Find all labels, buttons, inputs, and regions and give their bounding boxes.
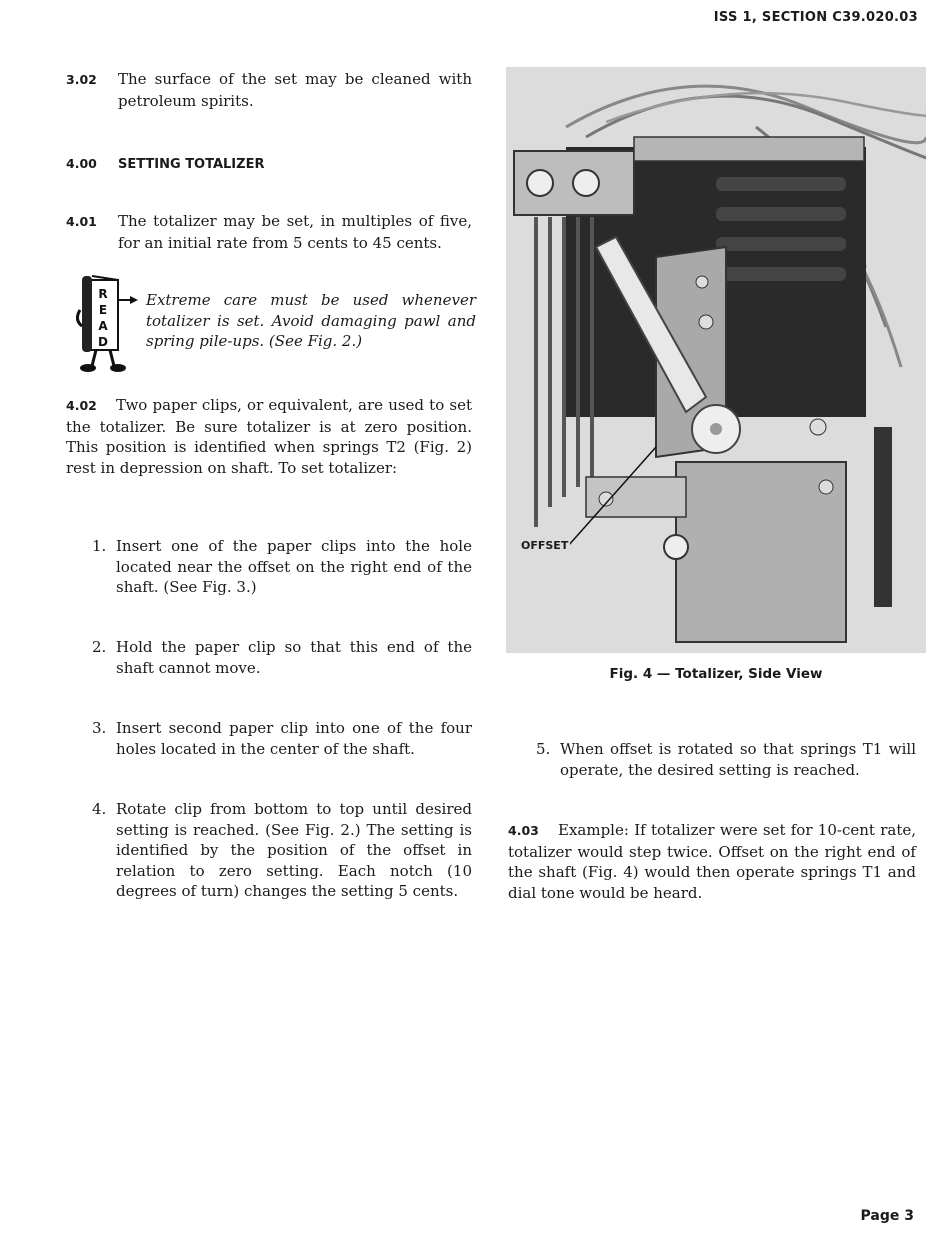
step-text: When offset is rotated so that springs T1 will operate, the desired setting is reached. bbox=[560, 740, 916, 779]
paragraph-3-02 bbox=[66, 69, 472, 111]
paragraph-4-03 bbox=[508, 820, 916, 903]
paragraph-number: 4.02 bbox=[66, 398, 97, 413]
step-text: Insert one of the paper clips into the hole located near the offset on the right end of the shaft. (See Fig. 3.) bbox=[116, 537, 472, 596]
left-column bbox=[66, 0, 476, 1248]
figure-caption: Fig. 4 — Totalizer, Side View bbox=[609, 666, 823, 682]
step-number: 2. bbox=[92, 638, 107, 656]
page-header: ISS 1, SECTION C39.020.03 bbox=[713, 10, 918, 25]
paragraph-4-01 bbox=[66, 211, 472, 253]
caution-text: Extreme care must be used whenever totalizer is set. Avoid damaging pawl and spring pile-ups. (See Fig. 2.) bbox=[146, 291, 476, 350]
paragraph-text: The totalizer may be set, in multiples of five, for an initial rate from 5 cents to 45 cents. bbox=[118, 212, 472, 252]
icon-letter: R bbox=[98, 287, 108, 301]
paragraph-text: Two paper clips, or equivalent, are used to set the totalizer. Be sure totalizer is at zero position. This position is identified when springs T2 (Fig. 2) rest in depression on shaft. To set totalizer: bbox=[66, 396, 472, 477]
step-number: 4. bbox=[92, 800, 107, 818]
paragraph-text: The surface of the set may be cleaned with petroleum spirits. bbox=[118, 70, 472, 110]
paragraph-number: 4.03 bbox=[508, 823, 539, 838]
step-3 bbox=[92, 718, 472, 758]
right-column bbox=[508, 0, 916, 1248]
paragraph-4-02 bbox=[66, 395, 472, 478]
step-1 bbox=[92, 536, 472, 596]
step-5 bbox=[536, 739, 916, 779]
step-number: 3. bbox=[92, 719, 107, 737]
icon-letter: E bbox=[98, 303, 108, 317]
paragraph-text: Example: If totalizer were set for 10-cent rate, totalizer would step twice. Offset on the right end of the shaft (Fig. 4) would then operate springs T1 and dial tone would be heard. bbox=[508, 821, 916, 902]
step-text: Hold the paper clip so that this end of the shaft cannot move. bbox=[116, 638, 472, 677]
step-2 bbox=[92, 637, 472, 677]
heading-number: 4.00 bbox=[66, 156, 97, 171]
read-caution-icon bbox=[76, 270, 144, 374]
heading-text: SETTING TOTALIZER bbox=[118, 157, 265, 172]
paragraph-number: 4.01 bbox=[66, 214, 97, 229]
icon-letter: D bbox=[98, 335, 108, 349]
section-heading-4-00 bbox=[66, 154, 264, 176]
offset-label: OFFSET bbox=[521, 539, 569, 552]
paragraph-number: 3.02 bbox=[66, 72, 97, 87]
step-number: 1. bbox=[92, 537, 107, 555]
icon-letter: A bbox=[98, 319, 108, 333]
page-number: Page 3 bbox=[860, 1208, 914, 1224]
step-text: Insert second paper clip into one of the four holes located in the center of the shaft. bbox=[116, 719, 472, 758]
step-number: 5. bbox=[536, 740, 551, 758]
step-4 bbox=[92, 799, 472, 900]
step-text: Rotate clip from bottom to top until desired setting is reached. (See Fig. 2.) The setting is identified by the position of the offset in relation to zero setting. Each notch (10 degrees of turn) changes the setting 5 cents. bbox=[116, 800, 472, 900]
caution-note bbox=[76, 270, 476, 376]
